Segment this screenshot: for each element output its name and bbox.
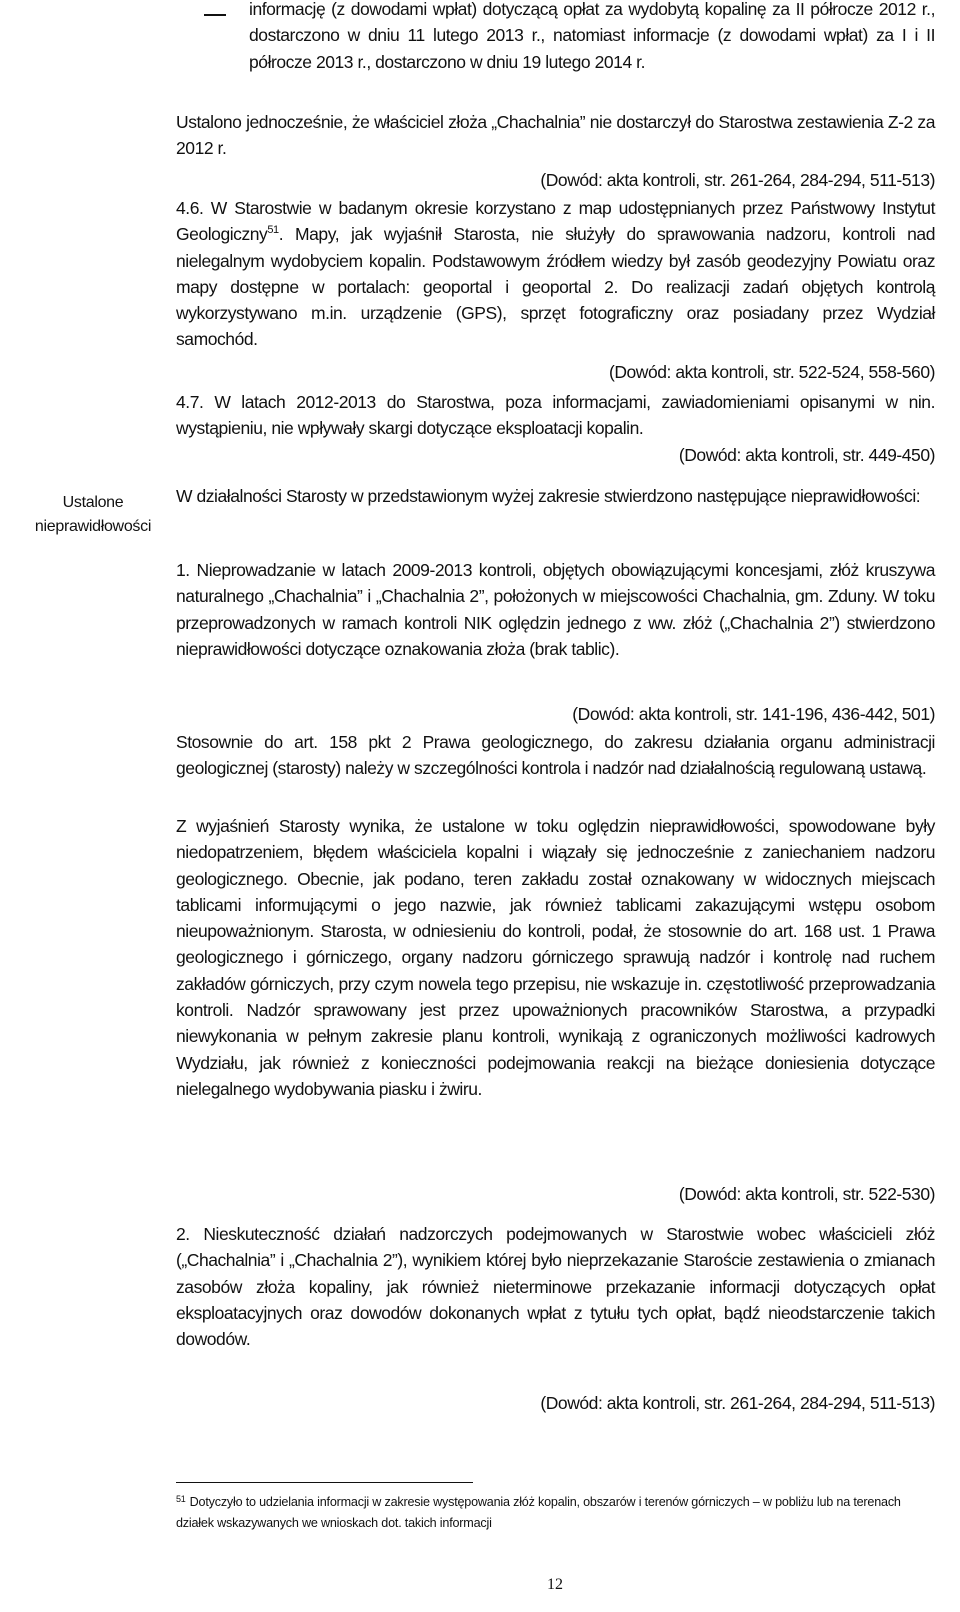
evidence-ref-3: (Dowód: akta kontroli, str. 449-450) xyxy=(678,445,935,465)
continuation-paragraph: informację (z dowodami wpłat) dotyczącą opłat za wydobytą kopalinę za II półrocze 2012 r., dostarczono w dniu 11 lutego 2013 r., natomiast informacje (z dowodami wpłat) za I i II półrocze 2013 r., dostarczono w dniu 19 lutego 2014 r. xyxy=(249,0,935,72)
evidence-ref-1: (Dowód: akta kontroli, str. 261-264, 284-294, 511-513) xyxy=(540,170,935,190)
page-number: 12 xyxy=(547,1576,563,1593)
legal-basis-paragraph: Stosownie do art. 158 pkt 2 Prawa geologicznego, do zakresu działania organu administracji geologicznej (starosty) należy w szczególności kontrola i nadzór nad działalnością regulowaną ustawą. xyxy=(176,732,935,779)
evidence-ref-6: (Dowód: akta kontroli, str. 261-264, 284-294, 511-513) xyxy=(540,1393,935,1413)
explanation-paragraph: Z wyjaśnień Starosty wynika, że ustalone w toku oględzin nieprawidłowości, spowodowane były niedopatrzeniem, błędem właściciela kopalni i wiązały się jednocześnie z zaniechaniem nadzoru geologicznego. Obecnie, jak podano, teren zakładu został oznakowany w widocznych miejscach tablicami informującymi o jego nazwie, jak również tablicami zakazującymi wstępu osobom nieupoważnionym. Starosta, w odniesieniu do kontroli, podał, że stosownie do art. 168 ust. 1 Prawa geologicznego i górniczego, organy nadzoru górniczego sprawują nadzór i kontrolę nad ruchem zakładów górniczych, przy czym nowela tego przepisu, nie wskazuje in. częstotliwość przeprowadzania kontroli. Nadzór sprawowany jest przez upoważnionych pracowników Starostwa, a przypadki niewykonania w pełnym zakresie planu kontroli, wynikają z ograniczonych możliwości kadrowych Wydziału, jak również z konieczności podejmowania reakcji na bieżące doniesienia dotyczące nielegalnego wydobywania piasku i żwiru. xyxy=(176,816,935,1099)
footnote-marker: 51 xyxy=(176,1494,186,1504)
list-dash xyxy=(204,14,226,16)
section-number: 4.7. xyxy=(176,392,204,412)
irregularity-item-2: 2. Nieskuteczność działań nadzorczych podejmowanych w Starostwie wobec właścicieli złóż („Chachalnia” i „Chachalnia 2”), wynikiem której było nieprzekazanie Staroście zestawienia o zmianach zasobów złoża kopaliny, jak również nieterminowe przekazanie informacji dotyczących opłat eksploatacyjnych oraz dowodów dokonanych wpłat z tytułu tych opłat, bądź nieodstarczenie takich dowodów. xyxy=(176,1224,935,1350)
footnote-separator xyxy=(176,1482,473,1483)
evidence-ref-5: (Dowód: akta kontroli, str. 522-530) xyxy=(678,1184,935,1204)
section-number: 4.6. xyxy=(176,198,204,218)
section-4-6: 4.6. W Starostwie w badanym okresie korzystano z map udostępnianych przez Państwowy Instytut Geologiczny$^{51}$. Mapy, jak wyjaśnił Starosta, nie służyły do sprawowania nadzoru, kontroli nad nielegalnym wydobyciem kopalin. Podstawowym źródłem wiedzy był zasób geodezyjny Powiatu oraz mapy dostępne w portalach: geoportal i geoportal 2. Do realizacji zadań objętych kontrolą wykorzystywano m.in. urządzenie (GPS), sprzęt fotograficzny oraz posiadany przez Wydział samochód. xyxy=(176,198,935,350)
evidence-ref-4: (Dowód: akta kontroli, str. 141-196, 436-442, 501) xyxy=(572,704,935,724)
irregularity-item-1: 1. Nieprowadzanie w latach 2009-2013 kontroli, objętych obowiązującymi koncesjami, złóż kruszywa naturalnego „Chachalnia” i „Chachalnia 2”, położonych w miejscowości Chachalnia, gm. Zduny. W toku przeprowadzonych w ramach kontroli NIK oględzin jednego z ww. złóż („Chachalnia 2”) stwierdzono nieprawidłowości dotyczące oznakowania złoża (brak tablic). xyxy=(176,560,935,659)
footnote-ref: 51 xyxy=(267,224,279,237)
irregularities-intro: W działalności Starosty w przedstawionym wyżej zakresie stwierdzono następujące nieprawidłowości: xyxy=(176,486,921,506)
evidence-ref-2: (Dowód: akta kontroli, str. 522-524, 558-560) xyxy=(608,362,935,382)
continuation-note: Ustalono jednocześnie, że właściciel złoża „Chachalnia” nie dostarczył do Starostwa zestawienia Z-2 za 2012 r. xyxy=(176,112,935,159)
footnote: $^{51}$ Dotyczyło to udzielania informacji w zakresie występowania złóż kopalin, obszarów i terenów górniczych – w pobliżu lub na terenach działek wskazywanych we wnioskach dot. takich informacji xyxy=(176,1494,901,1530)
section-4-7: 4.7. W latach 2012-2013 do Starostwa, poza informacjami, zawiadomieniami opisanymi w nin. wystąpieniu, nie wpływały skargi dotyczące eksploatacji kopalin. xyxy=(176,392,935,439)
sidebar-label: Ustalone nieprawidłowości xyxy=(34,494,152,535)
